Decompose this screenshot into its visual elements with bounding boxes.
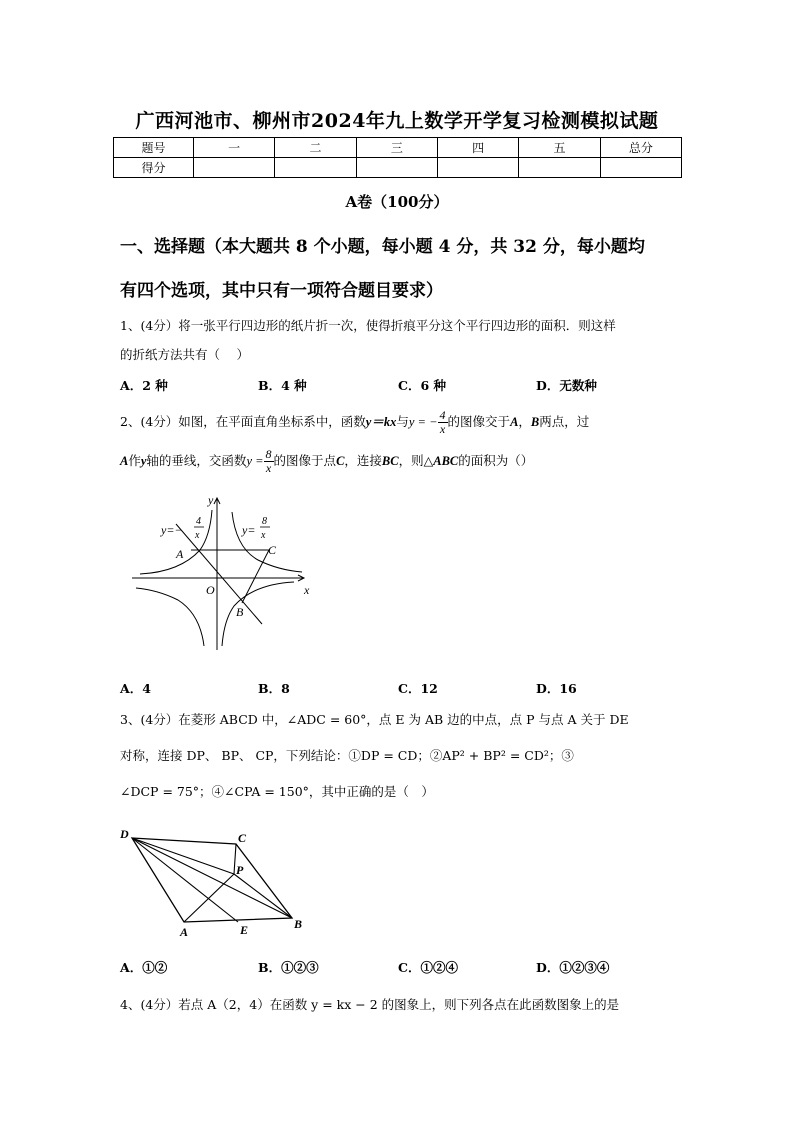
hyperbola-neg-branch-2 <box>140 510 212 574</box>
segment-ap <box>184 874 234 922</box>
table-header-cell: 总分 <box>600 138 681 158</box>
q2-text-part: 2、(4分）如图，在平面直角坐标系中，函数 <box>120 414 366 429</box>
point-label: C <box>336 454 345 468</box>
volume-heading: A卷（100分） <box>345 193 449 211</box>
point-e-label: E <box>240 923 249 937</box>
q2-text-part: 轴的垂线，交函数 <box>146 453 247 468</box>
score-cell[interactable] <box>275 158 356 178</box>
score-cell[interactable] <box>600 158 681 178</box>
curve-label-pos: y= <box>242 523 256 537</box>
point-b-label: B <box>236 605 244 619</box>
q3-option-d[interactable]: D．①②③④ <box>536 960 610 975</box>
point-label: A <box>120 454 129 468</box>
q2-text-part: 两点，过 <box>539 414 590 429</box>
q3-option-a[interactable]: A．①② <box>120 960 168 975</box>
q2-text-part: 的图像交于 <box>447 414 511 429</box>
fraction-denominator: x <box>439 422 446 436</box>
curve-label-pos-num: 8 <box>262 516 267 527</box>
score-cell[interactable] <box>519 158 600 178</box>
q2-option-d[interactable]: D．16 <box>536 681 577 696</box>
section-heading-cont: 有四个选项，其中只有一项符合题目要求） <box>120 281 443 301</box>
q2-text-part: ， <box>518 414 531 429</box>
q2-func-prefix: y = − <box>408 415 438 429</box>
fraction-denominator: x <box>265 461 272 475</box>
point-c-label: C <box>238 831 247 845</box>
q2-option-c[interactable]: C．12 <box>398 681 438 696</box>
section-heading: 一、选择题（本大题共 8 个小题，每小题 4 分，共 32 分，每小题均 <box>120 237 645 257</box>
fraction-numerator: 8 <box>265 447 272 461</box>
table-row-label: 得分 <box>114 158 194 178</box>
table-header-cell: 二 <box>275 138 356 158</box>
score-table <box>113 137 682 178</box>
curve-label-neg-den: x <box>195 530 200 541</box>
axis-label-x: x <box>304 583 310 597</box>
fraction-numerator: 4 <box>439 408 446 422</box>
q3-text-cont: 对称，连接 DP、 BP、 CP，下列结论：①DP = CD；②AP² + BP² = CD²；③ <box>120 748 574 763</box>
point-c-label: C <box>268 543 277 557</box>
score-cell[interactable] <box>356 158 437 178</box>
q3-option-b[interactable]: B．①②③ <box>258 960 319 975</box>
segment-de <box>132 838 238 922</box>
hyperbola-pos-branch-3 <box>136 588 204 646</box>
axis-name: y <box>140 454 147 468</box>
point-a-label: A <box>180 925 189 939</box>
q2-func-kx: y＝kx <box>365 415 397 429</box>
q3-rhombus-figure <box>118 824 318 944</box>
q2-coordinate-figure <box>128 490 318 655</box>
q1-option-b[interactable]: B．4 种 <box>258 378 307 393</box>
score-cell[interactable] <box>437 158 518 178</box>
point-label: A <box>510 415 519 429</box>
point-d-label: D <box>120 827 129 841</box>
point-a-label: A <box>176 547 184 561</box>
q1-text-cont: 的折纸方法共有（ ） <box>120 347 249 362</box>
fraction <box>438 409 448 436</box>
table-header-cell: 五 <box>519 138 600 158</box>
q4-text: 4、(4分）若点 A（2，4）在函数 y = kx − 2 的图象上，则下列各点在此函数图象上的是 <box>120 997 620 1012</box>
hyperbola-neg-branch-4 <box>222 582 294 646</box>
table-row <box>114 158 682 178</box>
q1-text: 1、(4分）将一张平行四边形的纸片折一次，使得折痕平分这个平行四边形的面积．则这样 <box>120 318 616 333</box>
q2-text-part: 与 <box>396 414 409 429</box>
q2-option-a[interactable]: A．4 <box>120 681 151 696</box>
point-p-label: P <box>236 863 244 877</box>
q2-text-part: 作 <box>128 453 141 468</box>
fraction <box>264 448 274 475</box>
q2-option-b[interactable]: B．8 <box>258 681 290 696</box>
table-header-cell: 三 <box>356 138 437 158</box>
table-row <box>114 138 682 158</box>
triangle-label: ABC <box>433 454 459 468</box>
curve-label-neg: y=− <box>161 523 183 537</box>
axis-label-y: y <box>208 493 214 507</box>
q3-text-cont2: ∠DCP = 75°；④∠CPA = 150°，其中正确的是（ ） <box>120 784 434 799</box>
q2-text-cont <box>120 448 533 475</box>
page-title: 广西河池市、柳州市2024年九上数学开学复习检测模拟试题 <box>135 110 659 132</box>
q2-text-part: ，连接 <box>344 453 382 468</box>
q1-option-a[interactable]: A．2 种 <box>120 378 168 393</box>
q2-func-prefix: y = <box>246 454 264 468</box>
segment-label: BC <box>381 454 399 468</box>
curve-label-pos-den: x <box>261 530 266 541</box>
hyperbola-pos-branch-1 <box>232 512 302 572</box>
point-label: B <box>530 415 540 429</box>
score-cell[interactable] <box>194 158 275 178</box>
origin-label: O <box>206 583 215 597</box>
q3-option-c[interactable]: C．①②④ <box>398 960 458 975</box>
curve-label-neg-num: 4 <box>196 516 201 527</box>
table-header-cell: 四 <box>437 138 518 158</box>
q1-option-c[interactable]: C．6 种 <box>398 378 446 393</box>
q2-text-part: 的图像于点 <box>273 453 337 468</box>
table-header-cell: 题号 <box>114 138 194 158</box>
table-header-cell: 一 <box>194 138 275 158</box>
q3-text: 3、(4分）在菱形 ABCD 中，∠ADC = 60°，点 E 为 AB 边的中点，点 P 与点 A 关于 DE <box>120 712 629 727</box>
q1-option-d[interactable]: D．无数种 <box>536 378 597 393</box>
q2-text <box>120 409 589 436</box>
q2-text-part: 的面积为（） <box>458 453 534 468</box>
point-b-label: B <box>294 917 303 931</box>
q2-text-part: ，则△ <box>398 453 434 468</box>
